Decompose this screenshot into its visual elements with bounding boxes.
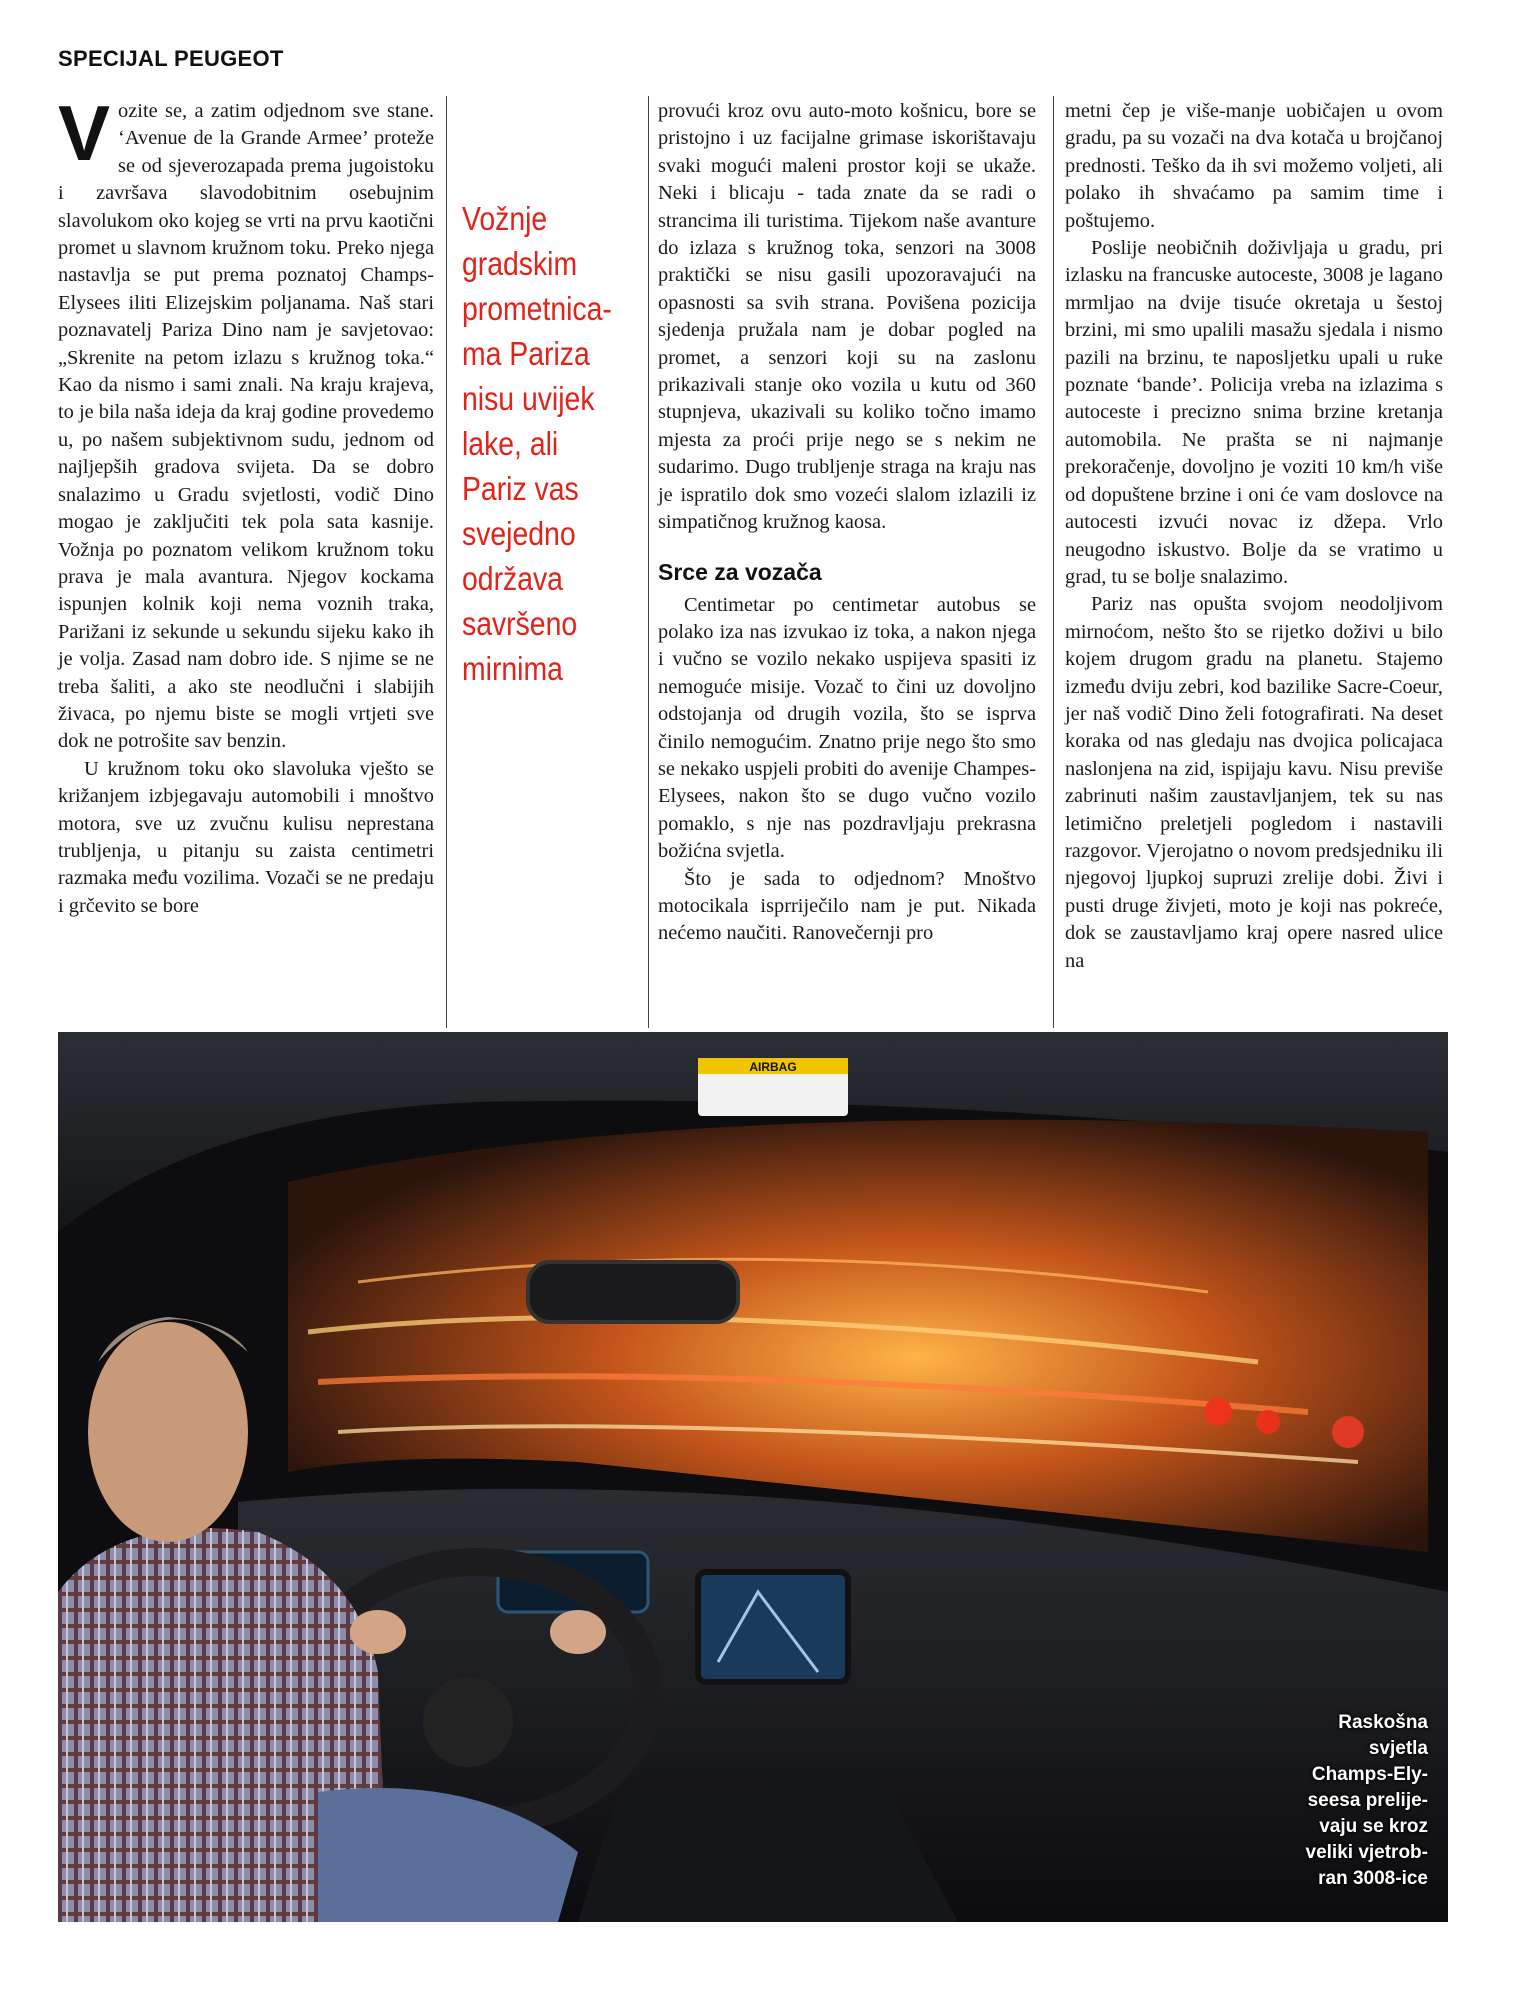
column-divider (446, 96, 447, 1028)
paragraph: Pariz nas opušta svojom neodoljivom mirnoćom, nešto što se rijetko doživi u bilo kojem drugom gradu na planetu. Stajemo između dviju zebri, kod bazilike Sacre-Coeur, jer naš vodič Dino želi fotografirati. Na deset koraka od nas gledaju nas dvojica policajaca naslonjena na zid, ispijaju kavu. Nisu previše zabrinuti našim zaustavljanjem, tek su nas letimično preletjeli pogledom i nastavili razgovor. Vjerojatno o novom predsjedniku ili njegovoj ljupkoj supruzi zrelije dobi. Živi i pusti druge živjeti, moto je koji nas pokreće, dok se zaustavljamo kraj opere nasred ulice na (1065, 593, 1443, 972)
drop-cap: V (58, 89, 111, 177)
caption-line: vaju se kroz (1319, 1816, 1428, 1837)
paragraph: Poslije neobičnih doživljaja u gradu, pri izlasku na francuske autoceste, 3008 je lagano mrmljao na dvije tisuće okretaja u šestoj brzini, mi smo upalili masažu sjedala i nismo pazili na brzinu, te naposljetku upali u ruke poznate ‘bande’. Policija vreba na izlazima s autoceste i precizno snima brzine kretanja automobila. Ne prašta se ni najmanje prekoračenje, dovoljno je voziti 10 km/h više od dopuštene brzine i oni će vam doslovce na autocesti izvući novac iz džepa. Vrlo neugodno iskustvo. Bolje da se vratimo u grad, tu se bolje snalazimo. (1065, 237, 1443, 588)
pull-quote-line: prometnica- (462, 290, 612, 327)
photo-caption (1228, 1710, 1428, 1892)
caption-line: Champs-Ely- (1311, 1764, 1428, 1785)
paragraph: metni čep je više-manje uobičajen u ovom gradu, pa su vozači na dva kotača u brojčanoj prednosti. Teško da ih svi možemo voljeti, ali polako ih shvaćamo pa samim time i poštujemo. (1065, 100, 1443, 232)
pull-quote-line: ma Pariza (462, 335, 590, 372)
pull-quote-line: Pariz vas (462, 470, 579, 507)
pull-quote-line: lake, ali (462, 425, 559, 462)
driver-head (88, 1322, 248, 1542)
pull-quote-line: savršeno (462, 605, 578, 642)
pull-quote-line: održava (462, 560, 563, 597)
article-column-1 (58, 89, 434, 920)
pull-quote-line: svejedno (462, 515, 576, 552)
paragraph: provući kroz ovu auto-moto košnicu, bore se pristojno i uz facijalne grimase iskorištavaju svaki mogući maleni prostor koji se ukaže. Neki i blicaju - tada znate da se radi o strancima ili turistima. Tijekom naše avanture do izlaza s kružnog toka, senzori na 3008 praktički se nisu gasili upozoravajući na opasnosti sa svih strana. Povišena pozicija sjedenja pružala nam je dobar pogled na promet, a senzori koji su na zaslonu prikazivali stanje oko vozila u kutu od 360 stupnjeva, ukazivali su koliko točno imamo mjesta za proći prije nego se s nekim ne sudarimo. Dugo trubljenje straga na kraju nas je ispratilo dok smo vozeći slalom izlazili iz simpatičnog kružnog kaosa. (658, 100, 1036, 534)
article-column-3 (1065, 98, 1443, 975)
car-interior-photo (58, 1032, 1448, 1922)
column-divider (1053, 96, 1054, 1028)
steering-hub (423, 1677, 513, 1767)
article-column-2 (658, 98, 1036, 948)
pull-quote-line: mirnima (462, 650, 563, 687)
caption-line: ran 3008-ice (1318, 1868, 1428, 1889)
pull-quote (462, 196, 617, 691)
caption-line: veliki vjetrob- (1305, 1842, 1428, 1863)
pull-quote-line: gradskim (462, 245, 578, 282)
subheading: Srce za vozača (658, 558, 822, 585)
airbag-label: AIRBAG (749, 1060, 797, 1074)
caption-line: Raskošna (1338, 1712, 1428, 1733)
paragraph: Što je sada to odjednom? Mnoštvo motocikala isprriječilo nam je put. Nikada nećemo naučiti. Ranovečernji pro (658, 867, 1036, 945)
infotainment-screen (698, 1572, 848, 1682)
paragraph: ozite se, a zatim odjednom sve stane. ‘Avenue de la Grande Armee’ proteže se od sjeverozapada prema jugoistoku i završava slavodobitnim osebujnim slavolukom oko kojeg se vrti na prvu kaotični promet u slavnom kružnom toku. Preko njega nastavlja se put prema poznatoj Champs-Elysees iliti Elizejskim poljanama. Naš stari poznavatelj Pariza Dino nam je savjetovao: „Skrenite na petom izlazu s kružnog toka.“ Kao da nismo i sami znali. Na kraju krajeva, to je bila naša ideja da kraj godine provedemo u, po našem subjektivnom sudu, jednom od najljepših gradova svijeta. Da se dobro snalazimo u Gradu svjetlosti, vodič Dino mogao je zaključiti tek pola sata kasnije. Vožnja po poznatom velikom kružnom toku prava je mala avantura. Njegov kockama ispunjen kolnik koji nema voznih traka, Parižani iz sekunde u sekundu sijeku kako ih je volja. Zasad nam dobro ide. S njime se ne treba šaliti, a ako ste neodlučni i slabijih živaca, po njemu biste se mogli vrtjeti sve dok ne potrošite sav benzin. (58, 100, 434, 753)
pull-quote-line: Vožnje (462, 200, 548, 237)
caption-line: svjetla (1368, 1738, 1428, 1759)
paragraph: Centimetar po centimetar autobus se polako iza nas izvukao iz toka, a nakon njega i vučno se vozilo nekako uspijeva spasiti iz nemoguće misije. Vozač to čini uz dovoljno odstojanja od drugih vozila, što se isprva činilo nemogućim. Znatno prije nego što smo se nekako uspjeli probiti do avenije Champes-Elysees, nakon što se dugo vučno vozilo pomaklo, s nje nas pozdravljaju prekrasna božićna svjetla. (658, 593, 1036, 863)
rearview-mirror (528, 1262, 738, 1322)
caption-line: seesa prelije- (1307, 1790, 1428, 1811)
column-divider (648, 96, 649, 1028)
section-label: SPECIJAL PEUGEOT (58, 46, 284, 71)
pull-quote-line: nisu uvijek (462, 380, 595, 417)
paragraph: U kružnom toku oko slavoluka vješto se križanjem izbjegavaju automobili i mnoštvo motora, sve uz zvučnu kulisu neprestana trubljenja, u pitanju su zaista centimetri razmaka među vozilima. Vozači se ne predaju i grčevito se bore (58, 757, 434, 917)
